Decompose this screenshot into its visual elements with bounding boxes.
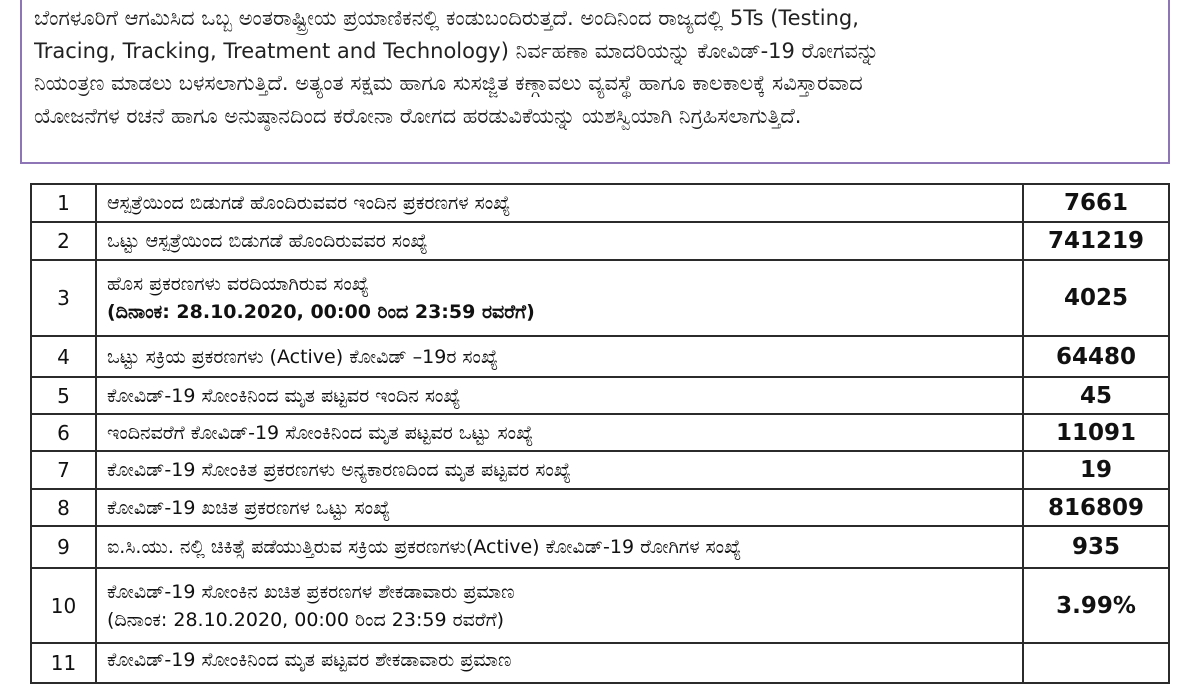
row-description [96,451,1023,489]
table-row [31,568,1169,643]
row-value: 3.99% [1023,568,1169,643]
table-row [31,414,1169,451]
row-description [96,526,1023,568]
row-value: 11091 [1023,414,1169,451]
table-row [31,336,1169,377]
table-row [31,184,1169,222]
row-number: 7 [31,451,96,489]
intro-paragraph-box [20,0,1170,164]
row-description-text: ಒಟ್ಟು ಸಕ್ರಿಯ ಪ್ರಕರಣಗಳು (Active) ಕೋವಿಡ್ –19ರ ಸಂಖ್ಯೆ [107,345,499,368]
row-description-text: ಕೋವಿಡ್-19 ಸೋಂಕಿನಿಂದ ಮೃತ ಪಟ್ಟವರ ಇಂದಿನ ಸಂಖ್ಯೆ [107,384,461,407]
row-description [96,222,1023,260]
table-row [31,222,1169,260]
row-value: 64480 [1023,336,1169,377]
row-description [96,489,1023,526]
row-value: 741219 [1023,222,1169,260]
row-date-range: (ದಿನಾಂಕ: 28.10.2020, 00:00 ರಿಂದ 23:59 ರವರೆಗೆ) [107,608,505,631]
row-number: 6 [31,414,96,451]
row-description-text: ಕೋವಿಡ್-19 ಸೋಂಕಿನ ಖಚಿತ ಪ್ರಕರಣಗಳ ಶೇಕಡಾವಾರು ಪ್ರಮಾಣ [107,580,515,603]
row-number: 11 [31,643,96,683]
table-row [31,377,1169,414]
row-description-text: ಆಸ್ಪತ್ರೆಯಿಂದ ಬಿಡುಗಡೆ ಹೊಂದಿರುವವರ ಇಂದಿನ ಪ್ರಕರಣಗಳ ಸಂಖ್ಯೆ [107,192,511,214]
intro-line: ನಿಯಂತ್ರಣ ಮಾಡಲು ಬಳಸಲಾಗುತ್ತಿದೆ. ಅತ್ಯಂತ ಸಕ್ಷಮ ಹಾಗೂ ಸುಸಜ್ಜಿತ ಕಣ್ಗಾವಲು ವ್ಯವಸ್ಥೆ ಹಾಗೂ ಕಾಲಕಾಲಕ್ಕೆ ಸವಿಸ್ತಾರವಾದ [34,71,863,95]
table-row [31,526,1169,568]
intro-line: ಬೆಂಗಳೂರಿಗೆ ಆಗಮಿಸಿದ ಒಬ್ಬ ಅಂತರಾಷ್ಟ್ರೀಯ ಪ್ರಯಾಣಿಕನಲ್ಲಿ ಕಂಡುಬಂದಿರುತ್ತದೆ. ಅಂದಿನಿಂದ ರಾಜ್ಯದಲ್ಲಿ 5Ts (Testing, [34,6,859,30]
table-row [31,489,1169,526]
row-value [1023,643,1169,683]
table-row [31,451,1169,489]
row-number: 8 [31,489,96,526]
row-description [96,260,1023,336]
covid-stats-table [30,183,1170,684]
row-description [96,336,1023,377]
row-description-text: ಐ.ಸಿ.ಯು. ನಲ್ಲಿ ಚಿಕಿತ್ಸೆ ಪಡೆಯುತ್ತಿರುವ ಸಕ್ರಿಯ ಪ್ರಕರಣಗಳು(Active) ಕೋವಿಡ್-19 ರೋಗಿಗಳ ಸಂಖ್ಯೆ [107,536,742,558]
table-row [31,260,1169,336]
row-value: 935 [1023,526,1169,568]
table-row [31,643,1169,683]
row-description [96,414,1023,451]
row-value: 19 [1023,451,1169,489]
row-value: 45 [1023,377,1169,414]
row-description [96,568,1023,643]
row-date-range: (ದಿನಾಂಕ: 28.10.2020, 00:00 ರಿಂದ 23:59 ರವರೆಗೆ) [107,301,535,323]
row-value: 7661 [1023,184,1169,222]
row-number: 4 [31,336,96,377]
row-number: 2 [31,222,96,260]
row-number: 1 [31,184,96,222]
intro-line: Tracing, Tracking, Treatment and Technology) ನಿರ್ವಹಣಾ ಮಾದರಿಯನ್ನು ಕೋವಿಡ್-19 ರೋಗವನ್ನು [34,38,879,63]
row-description-text: ಕೋವಿಡ್-19 ಸೋಂಕಿನಿಂದ ಮೃತ ಪಟ್ಟವರ ಶೇಕಡಾವಾರು ಪ್ರಮಾಣ [107,649,512,671]
row-description [96,643,1023,683]
row-value: 816809 [1023,489,1169,526]
intro-line: ಯೋಜನೆಗಳ ರಚನೆ ಹಾಗೂ ಅನುಷ್ಠಾನದಿಂದ ಕರೋನಾ ರೋಗದ ಹರಡುವಿಕೆಯನ್ನು ಯಶಸ್ವಿಯಾಗಿ ನಿಗ್ರಹಿಸಲಾಗುತ್ತಿದೆ. [34,103,802,128]
row-description-text: ಇಂದಿನವರೆಗೆ ಕೋವಿಡ್-19 ಸೋಂಕಿನಿಂದ ಮೃತ ಪಟ್ಟವರ ಒಟ್ಟು ಸಂಖ್ಯೆ [107,421,534,444]
row-value: 4025 [1023,260,1169,336]
row-description [96,377,1023,414]
row-number: 10 [31,568,96,643]
row-description [96,184,1023,222]
row-number: 9 [31,526,96,568]
row-description-text: ಹೊಸ ಪ್ರಕರಣಗಳು ವರದಿಯಾಗಿರುವ ಸಂಖ್ಯೆ [107,273,369,295]
row-number: 5 [31,377,96,414]
row-number: 3 [31,260,96,336]
row-description-text: ಕೋವಿಡ್-19 ಸೋಂಕಿತ ಪ್ರಕರಣಗಳು ಅನ್ಯಕಾರಣದಿಂದ ಮೃತ ಪಟ್ಟವರ ಸಂಖ್ಯೆ [107,459,571,481]
row-description-text: ಒಟ್ಟು ಆಸ್ಪತ್ರೆಯಿಂದ ಬಿಡುಗಡೆ ಹೊಂದಿರುವವರ ಸಂಖ್ಯೆ [107,230,428,252]
row-description-text: ಕೋವಿಡ್-19 ಖಚಿತ ಪ್ರಕರಣಗಳ ಒಟ್ಟು ಸಂಖ್ಯೆ [107,496,391,519]
